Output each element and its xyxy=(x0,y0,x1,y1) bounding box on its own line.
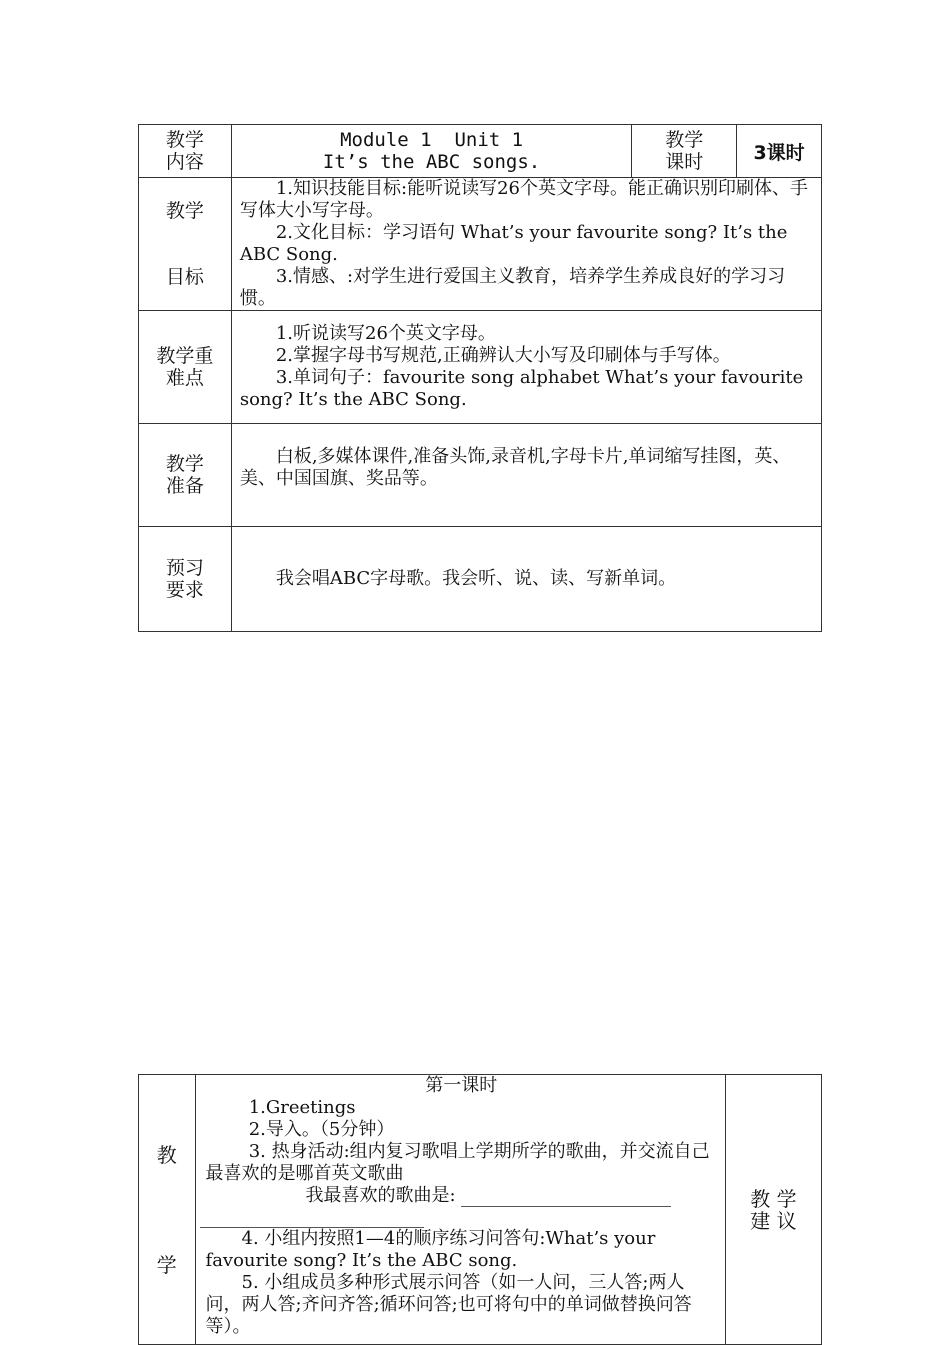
preview-text: 我会唱ABC字母歌。我会听、说、读、写新单词。 xyxy=(275,568,677,589)
key-points-content xyxy=(231,311,821,424)
preview-label: 预习 要求 xyxy=(139,527,232,632)
lesson-title: 第一课时 xyxy=(425,1075,498,1096)
step-practice: 4. 小组内按照1—4的顺序练习问答句:What’s your favourite song? It’s the ABC song. xyxy=(205,1228,656,1271)
key-point-item: 3.单词句子：favourite song alphabet What’s your favourite song? It’s the ABC Song. xyxy=(239,367,804,410)
goals-label xyxy=(139,178,232,311)
hours-label: 教学 课时 xyxy=(632,125,737,178)
goal-item: 1.知识技能目标:能听说读写26个英文字母。能正确识别印刷体、手写体大小写字母。 xyxy=(239,178,808,221)
key-points-label: 教学重 难点 xyxy=(139,311,232,424)
preview-content xyxy=(231,527,821,632)
teaching-suggestion-label: 教 学 建 议 xyxy=(725,1075,821,1345)
content-label: 教学 内容 xyxy=(139,125,232,178)
goals-label-top: 教学 xyxy=(165,200,204,222)
side-label-bottom: 学 xyxy=(156,1252,177,1277)
key-point-item: 1.听说读写26个英文字母。 xyxy=(275,323,496,344)
step-greetings: 1.Greetings xyxy=(248,1097,356,1118)
lesson-steps xyxy=(195,1075,725,1345)
goals-label-bottom: 目标 xyxy=(165,266,204,288)
favourite-song-prompt: 我最喜欢的歌曲是: xyxy=(305,1185,456,1206)
goals-content xyxy=(231,178,821,311)
lesson-plan-table xyxy=(138,124,822,632)
lesson-title-cell xyxy=(231,125,632,178)
step-intro: 2.导入。（5分钟） xyxy=(248,1119,395,1140)
favourite-song-line xyxy=(206,1185,717,1207)
prep-label: 教学 准备 xyxy=(139,424,232,527)
side-label-top: 教 xyxy=(156,1142,177,1167)
step-warmup: 3. 热身活动:组内复习歌唱上学期所学的歌曲，并交流自己最喜欢的是哪首英文歌曲 xyxy=(205,1141,710,1184)
prep-content xyxy=(231,424,821,527)
module-unit-title: Module 1 Unit 1 xyxy=(340,129,524,151)
answer-blank-line[interactable] xyxy=(200,1207,424,1228)
hours-value: 3课时 xyxy=(737,125,822,178)
key-point-item: 2.掌握字母书写规范,正确辨认大小写及印刷体与手写体。 xyxy=(275,345,731,366)
side-label xyxy=(139,1075,196,1345)
step-show: 5. 小组成员多种形式展示问答（如一人问，三人答;两人问，两人答;齐问齐答;循环问答;也可将句中的单词做替换问答等）。 xyxy=(205,1272,692,1337)
lesson-subtitle: It’s the ABC songs. xyxy=(322,151,541,173)
lesson-one-table xyxy=(138,1074,822,1345)
goal-item: 3.情感、:对学生进行爱国主义教育，培养学生养成良好的学习习惯。 xyxy=(239,266,786,309)
prep-text: 白板,多媒体课件,准备头饰,录音机,字母卡片,单词缩写挂图，英、美、中国国旗、奖品等。 xyxy=(239,446,791,489)
favourite-song-blank[interactable] xyxy=(461,1188,671,1207)
goal-item: 2.文化目标：学习语句 What’s your favourite song? It’s the ABC Song. xyxy=(239,222,788,265)
